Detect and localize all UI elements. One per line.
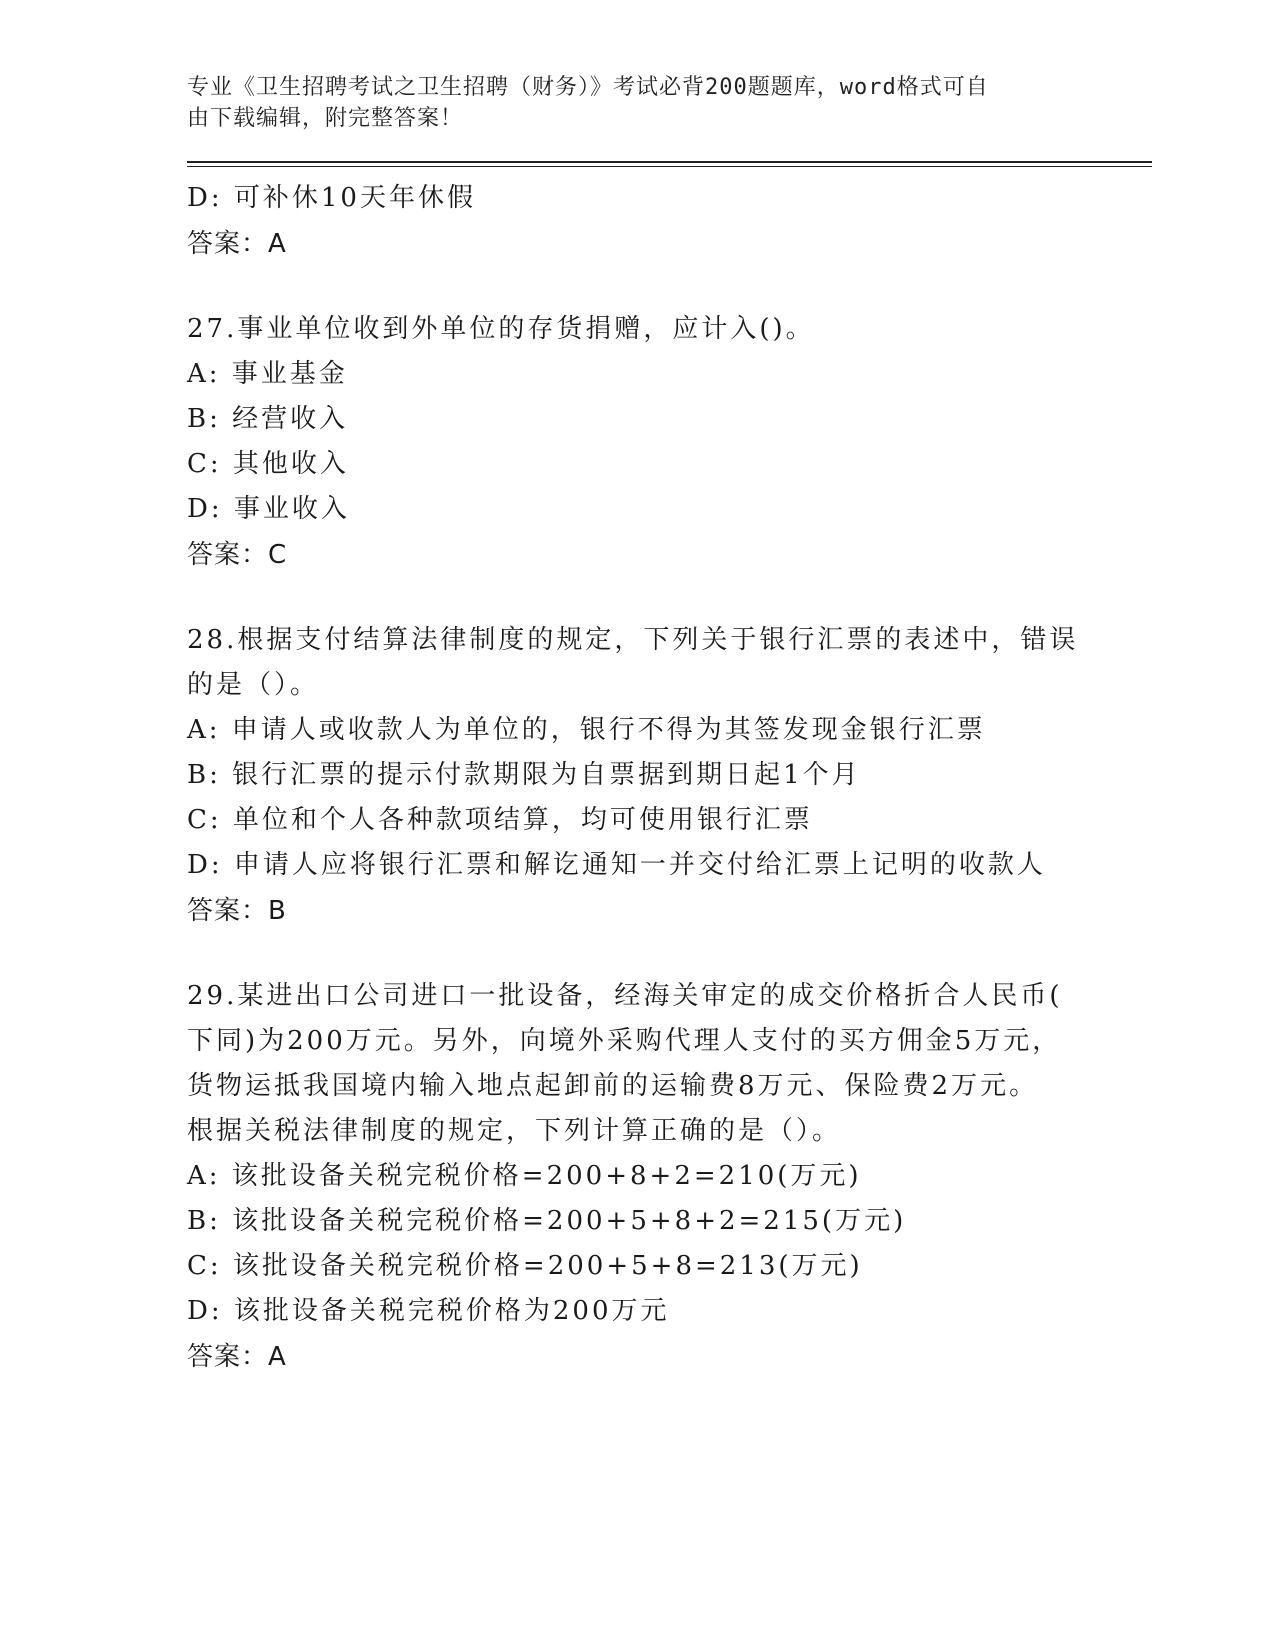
question-text: 28.根据支付结算法律制度的规定，下列关于银行汇票的表述中，错误 [187,625,1079,655]
option-c: C: 其他收入 [187,449,349,479]
option-b: B: 银行汇票的提示付款期限为自票据到期日起1个月 [187,760,861,790]
option-b: B: 该批设备关税完税价格=200+5+8+2=215(万元) [187,1206,907,1236]
answer-line: 答案：A [187,1342,287,1372]
question-text: 下同)为200万元。另外，向境外采购代理人支付的买方佣金5万元， [187,1026,1062,1056]
option-d: D: 该批设备关税完税价格为200万元 [187,1296,670,1326]
option-a: A: 事业基金 [187,359,348,389]
header-line-2: 由下载编辑，附完整答案！ [187,106,464,131]
header-line-1: 专业《卫生招聘考试之卫生招聘（财务）》考试必背200题题库，word格式可自 [187,75,989,100]
question-text: 的是（）。 [187,670,320,700]
option-c: C: 单位和个人各种款项结算，均可使用银行汇票 [187,805,813,835]
question-text: 27.事业单位收到外单位的存货捐赠，应计入()。 [187,314,815,344]
option-c: C: 该批设备关税完税价格=200+5+8=213(万元) [187,1251,863,1281]
option-d: D: 事业收入 [187,494,350,524]
option-a: A: 该批设备关税完税价格=200+8+2=210(万元) [187,1161,862,1191]
answer-line: 答案：B [187,896,287,926]
question-29 [187,974,1152,1380]
question-28 [187,618,1152,934]
question-text: 29.某进出口公司进口一批设备，经海关审定的成交价格折合人民币( [187,981,1063,1011]
option-a: A: 申请人或收款人为单位的，银行不得为其签发现金银行汇票 [187,715,986,745]
option-d: D: 可补休10天年休假 [187,183,476,213]
document-header [187,72,1057,134]
question-content [187,176,1152,1380]
question-text: 货物运抵我国境内输入地点起卸前的运输费8万元、保险费2万元。 [187,1071,1039,1101]
question-text: 根据关税法律制度的规定，下列计算正确的是（）。 [187,1116,842,1146]
answer-line: 答案：A [187,229,287,259]
header-divider [187,161,1152,167]
option-b: B: 经营收入 [187,404,349,434]
option-d: D: 申请人应将银行汇票和解讫通知一并交付给汇票上记明的收款人 [187,850,1046,880]
document-page [187,0,1152,1380]
question-27 [187,307,1152,578]
answer-line: 答案：C [187,540,288,570]
